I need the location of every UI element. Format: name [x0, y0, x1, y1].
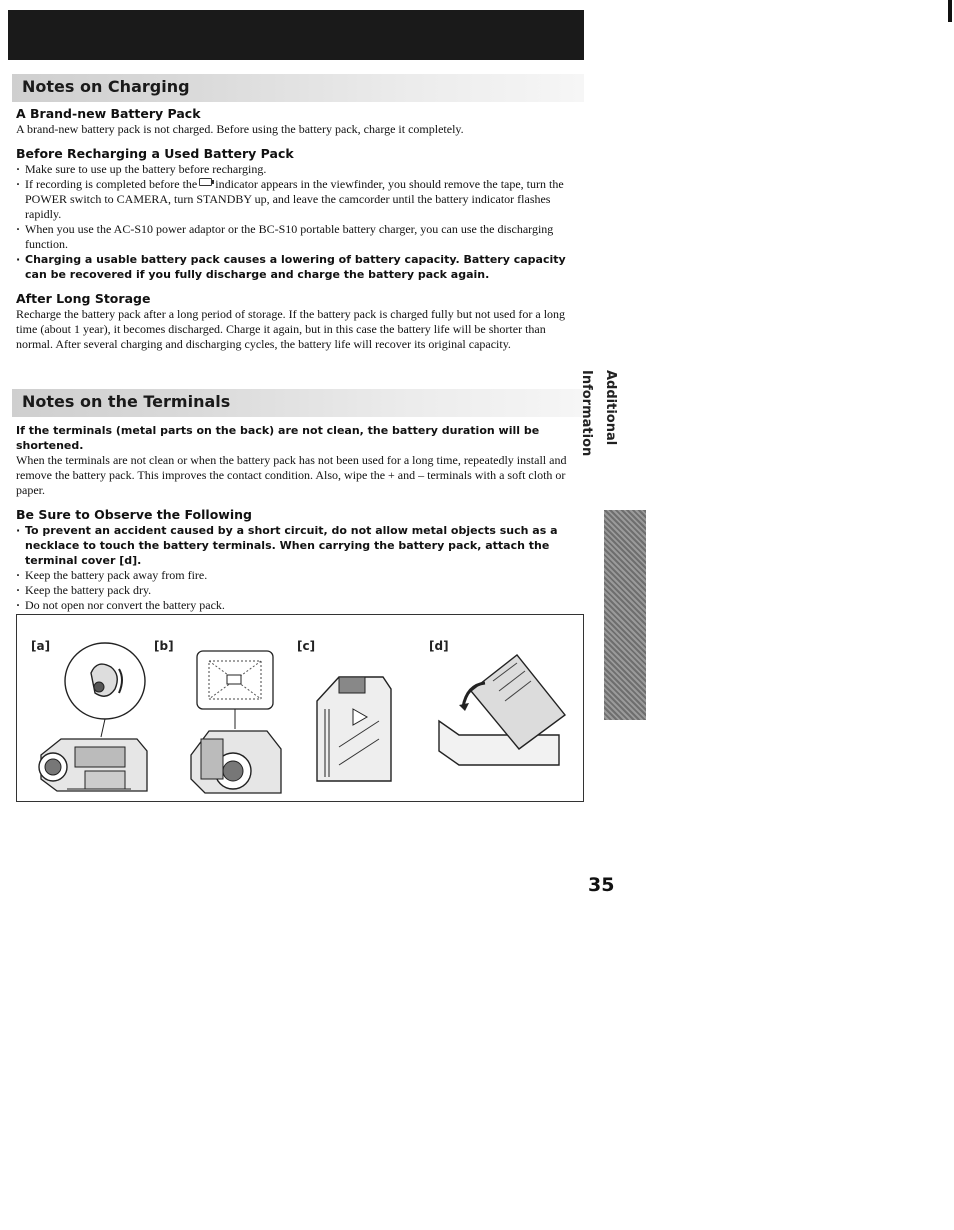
list-item-text: If recording is completed before the [25, 177, 198, 191]
list-item: · Make sure to use up the battery before recharging. [16, 162, 578, 177]
paragraph: Recharge the battery pack after a long period of storage. If the battery pack is charged fully but not used for a long time (about 1 year), it becomes discharged. Charge it again, but in this case the battery life will be shorter than normal. After several charging and discharging cycles, the battery life will recover its original capacity. [16, 307, 566, 351]
list-item: · Do not open nor convert the battery pack. [16, 598, 578, 613]
section-title: Notes on the Terminals [22, 392, 231, 411]
figure-label-a: [a] [31, 639, 51, 653]
subheading: A Brand-new Battery Pack [16, 106, 201, 121]
charging-content [16, 106, 578, 352]
subheading: After Long Storage [16, 291, 151, 306]
battery-pack-illustration [309, 669, 399, 789]
figure-label-b: [b] [154, 639, 174, 653]
section-title: Notes on Charging [22, 77, 190, 96]
terminals-content [16, 423, 578, 628]
side-tab-marker [604, 510, 646, 720]
side-tab-label: Additional Information [579, 370, 618, 457]
list-item: · Keep the battery pack dry. [16, 583, 578, 598]
figure-label-c: [c] [297, 639, 316, 653]
list-item: · When you use the AC-S10 power adaptor or the BC-S10 portable battery charger, you can use the discharging function. [16, 222, 578, 252]
camcorder-terminal-illustration [27, 629, 157, 801]
section-band-terminals [12, 389, 584, 417]
list-item: · Charging a usable battery pack causes a lowering of battery capacity. Battery capacity can be recovered if you fully discharge and charge the battery pack again. [16, 252, 578, 282]
list-item: · To prevent an accident caused by a short circuit, do not allow metal objects such as a necklace to touch the battery terminals. When carrying the battery pack, attach the terminal cover [d]. [16, 523, 578, 568]
bullet-list [16, 523, 578, 628]
list-item [16, 177, 578, 222]
list-item-text: indicator appears in the viewfinder, you should remove the tape, turn the POWER switch to CAMERA, turn STANDBY up, and leave the camcorder until the battery indicator flashes rapidly. [25, 177, 564, 221]
paragraph: When the terminals are not clean or when the battery pack has not been used for a long time, repeatedly install and remove the battery pack. This improves the contact condition. Also, wipe the + and – terminals with a soft cloth or paper. [16, 453, 567, 497]
battery-icon [199, 178, 212, 186]
paragraph-bold: If the terminals (metal parts on the back) are not clean, the battery duration will be shortened. [16, 424, 540, 452]
viewfinder-indicator-illustration [177, 643, 297, 801]
figure-label-d: [d] [429, 639, 449, 653]
section-band-charging [12, 74, 584, 102]
page-number: 35 [588, 874, 615, 896]
bullet-list [16, 162, 578, 282]
subheading: Be Sure to Observe the Following [16, 507, 252, 522]
paragraph: A brand-new battery pack is not charged. Before using the battery pack, charge it completely. [16, 122, 464, 136]
subheading: Before Recharging a Used Battery Pack [16, 146, 294, 161]
header-bar [8, 10, 584, 60]
figure-box [16, 614, 584, 802]
edge-mark [948, 0, 952, 22]
list-item: · Keep the battery pack away from fire. [16, 568, 578, 583]
terminal-cover-illustration [433, 651, 573, 781]
